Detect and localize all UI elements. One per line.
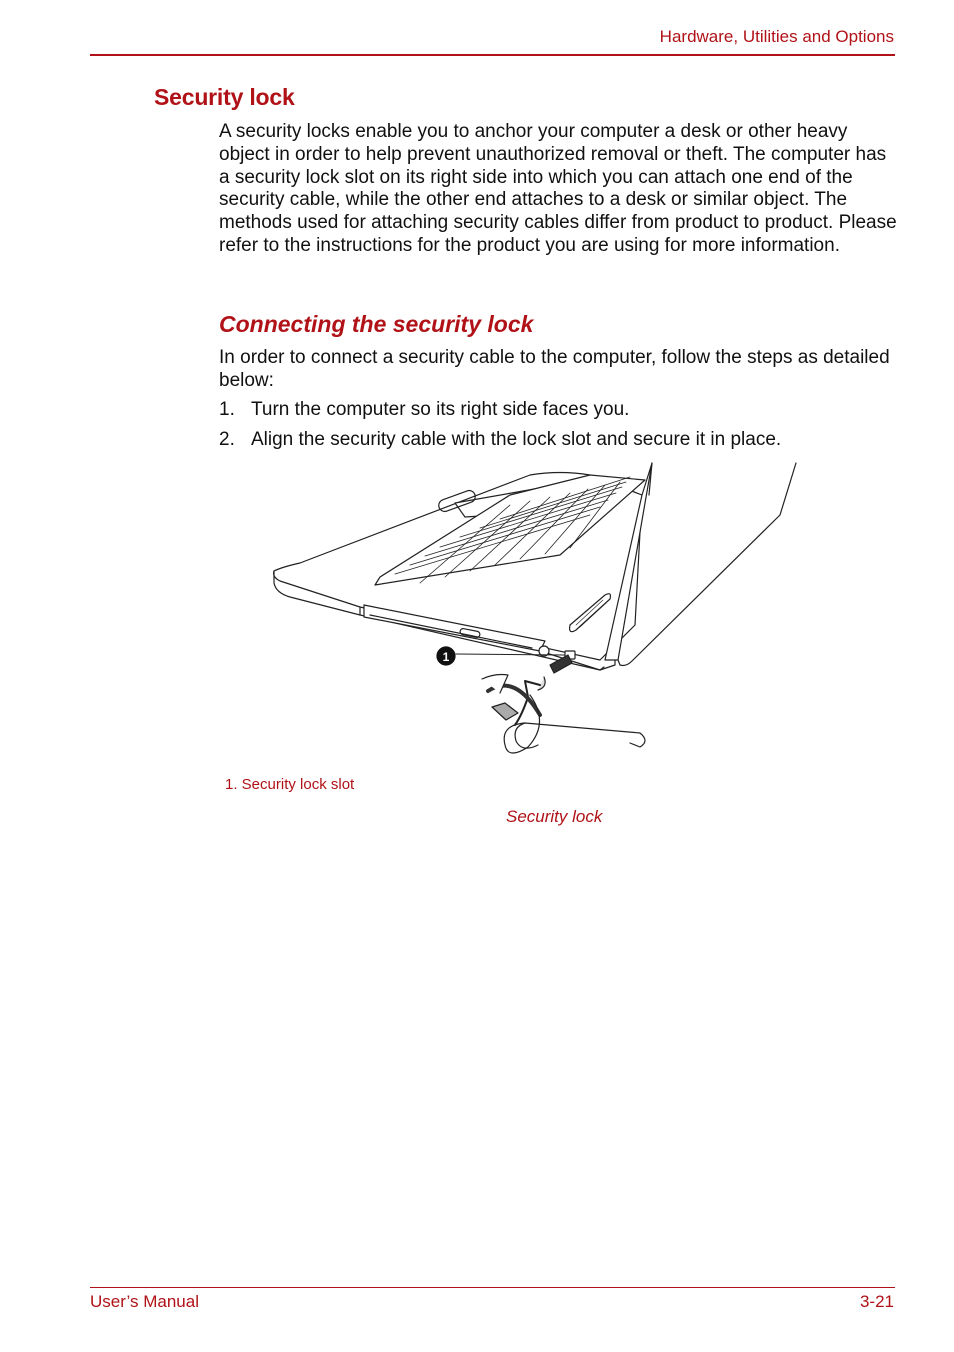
step-text: Turn the computer so its right side faces you. bbox=[251, 399, 630, 420]
subsection-heading: Connecting the security lock bbox=[219, 311, 534, 337]
footer-page-number: 3-21 bbox=[859, 1292, 894, 1311]
step-number: 2. bbox=[219, 429, 235, 450]
header-section-title: Hardware, Utilities and Options bbox=[659, 27, 894, 46]
intro-paragraph: A security locks enable you to anchor your computer a desk or other heavy object in order to help prevent unauthorized removal or theft. The computer has a security lock slot on its right side into which you can attach one end of the security cable, while the other end attaches to a desk or similar object. The methods used for attaching security cables differ from product to product. Please refer to the instructions for the product you are using for more information. bbox=[219, 121, 897, 256]
section-heading: Security lock bbox=[154, 84, 295, 110]
figure-caption: Security lock bbox=[506, 807, 603, 826]
step-item bbox=[219, 429, 781, 451]
footer-rule bbox=[90, 1287, 895, 1288]
step-number: 1. bbox=[219, 399, 235, 420]
step-item bbox=[219, 399, 629, 421]
header-rule bbox=[90, 54, 895, 56]
figure-label: 1. Security lock slot bbox=[225, 776, 355, 793]
laptop-security-lock-illustration bbox=[260, 455, 820, 775]
callout-number: 1 bbox=[442, 650, 450, 664]
steps-intro-paragraph: In order to connect a security cable to the computer, follow the steps as detailed below: bbox=[219, 347, 890, 391]
step-text: Align the security cable with the lock slot and secure it in place. bbox=[251, 429, 782, 450]
footer-manual-title: User’s Manual bbox=[90, 1292, 199, 1311]
